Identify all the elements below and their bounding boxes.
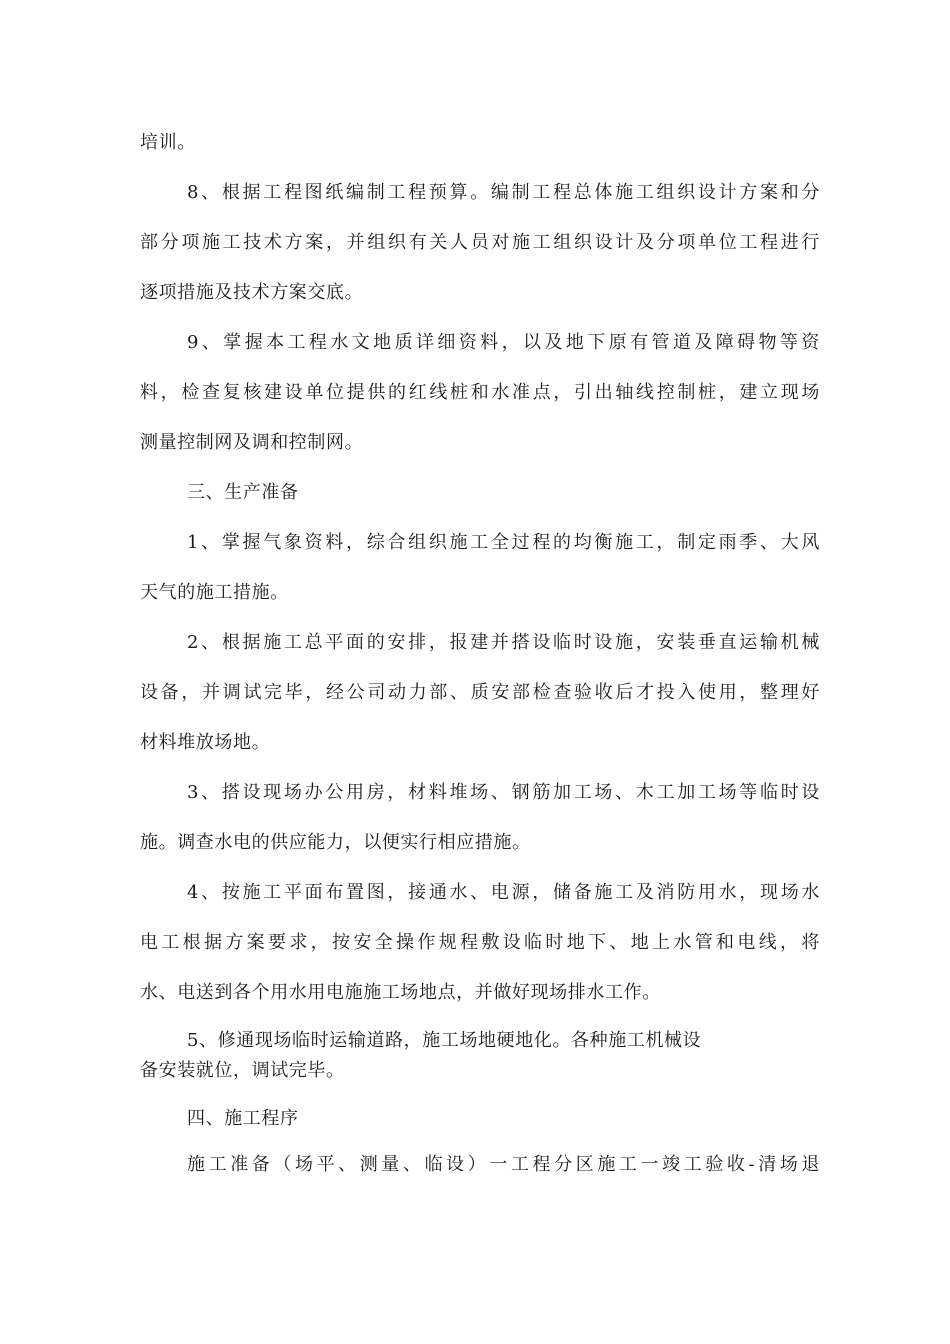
section-heading-production: 三、生产准备: [187, 482, 299, 503]
procedure-text-line: 施工准备（场平、测量、临设）一工程分区施工一竣工验收-清场退: [187, 1154, 820, 1175]
text-line: 培训。: [140, 132, 196, 153]
paragraph-9-line-1: 9、掌握本工程水文地质详细资料，以及地下原有管道及障碍物等资: [187, 332, 820, 353]
paragraph-1-line-2: 天气的施工措施。: [140, 582, 289, 603]
paragraph-9-line-3: 测量控制网及调和控制网。: [140, 432, 364, 453]
paragraph-8-line-2: 部分项施工技术方案，并组织有关人员对施工组织设计及分项单位工程进行: [140, 232, 820, 253]
paragraph-5-line-2: 备安装就位，调试完毕。: [140, 1060, 345, 1081]
paragraph-9-line-2: 料，检查复核建设单位提供的红线桩和水准点，引出轴线控制桩，建立现场: [140, 382, 820, 403]
paragraph-4-line-3: 水、电送到各个用水用电施施工场地点，并做好现场排水工作。: [140, 982, 661, 1003]
paragraph-3-line-2: 施。调查水电的供应能力，以便实行相应措施。: [140, 832, 531, 853]
paragraph-2-line-3: 材料堆放场地。: [140, 732, 271, 753]
paragraph-8-line-1: 8、根据工程图纸编制工程预算。编制工程总体施工组织设计方案和分: [187, 182, 820, 203]
paragraph-2-line-2: 设备，并调试完毕，经公司动力部、质安部检查验收后才投入使用，整理好: [140, 682, 820, 703]
paragraph-4-line-1: 4、按施工平面布置图，接通水、电源，储备施工及消防用水，现场水: [187, 882, 820, 903]
paragraph-4-line-2: 电工根据方案要求，按安全操作规程敷设临时地下、地上水管和电线，将: [140, 932, 820, 953]
paragraph-5-line-1: 5、修通现场临时运输道路，施工场地硬地化。各种施工机械设: [187, 1030, 702, 1051]
paragraph-3-line-1: 3、搭设现场办公用房，材料堆场、钢筋加工场、木工加工场等临时设: [187, 782, 820, 803]
paragraph-1-line-1: 1、掌握气象资料，综合组织施工全过程的均衡施工，制定雨季、大风: [187, 532, 820, 553]
paragraph-8-line-3: 逐项措施及技术方案交底。: [140, 282, 364, 303]
section-heading-procedure: 四、施工程序: [187, 1108, 299, 1129]
paragraph-2-line-1: 2、根据施工总平面的安排，报建并搭设临时设施，安装垂直运输机械: [187, 632, 820, 653]
